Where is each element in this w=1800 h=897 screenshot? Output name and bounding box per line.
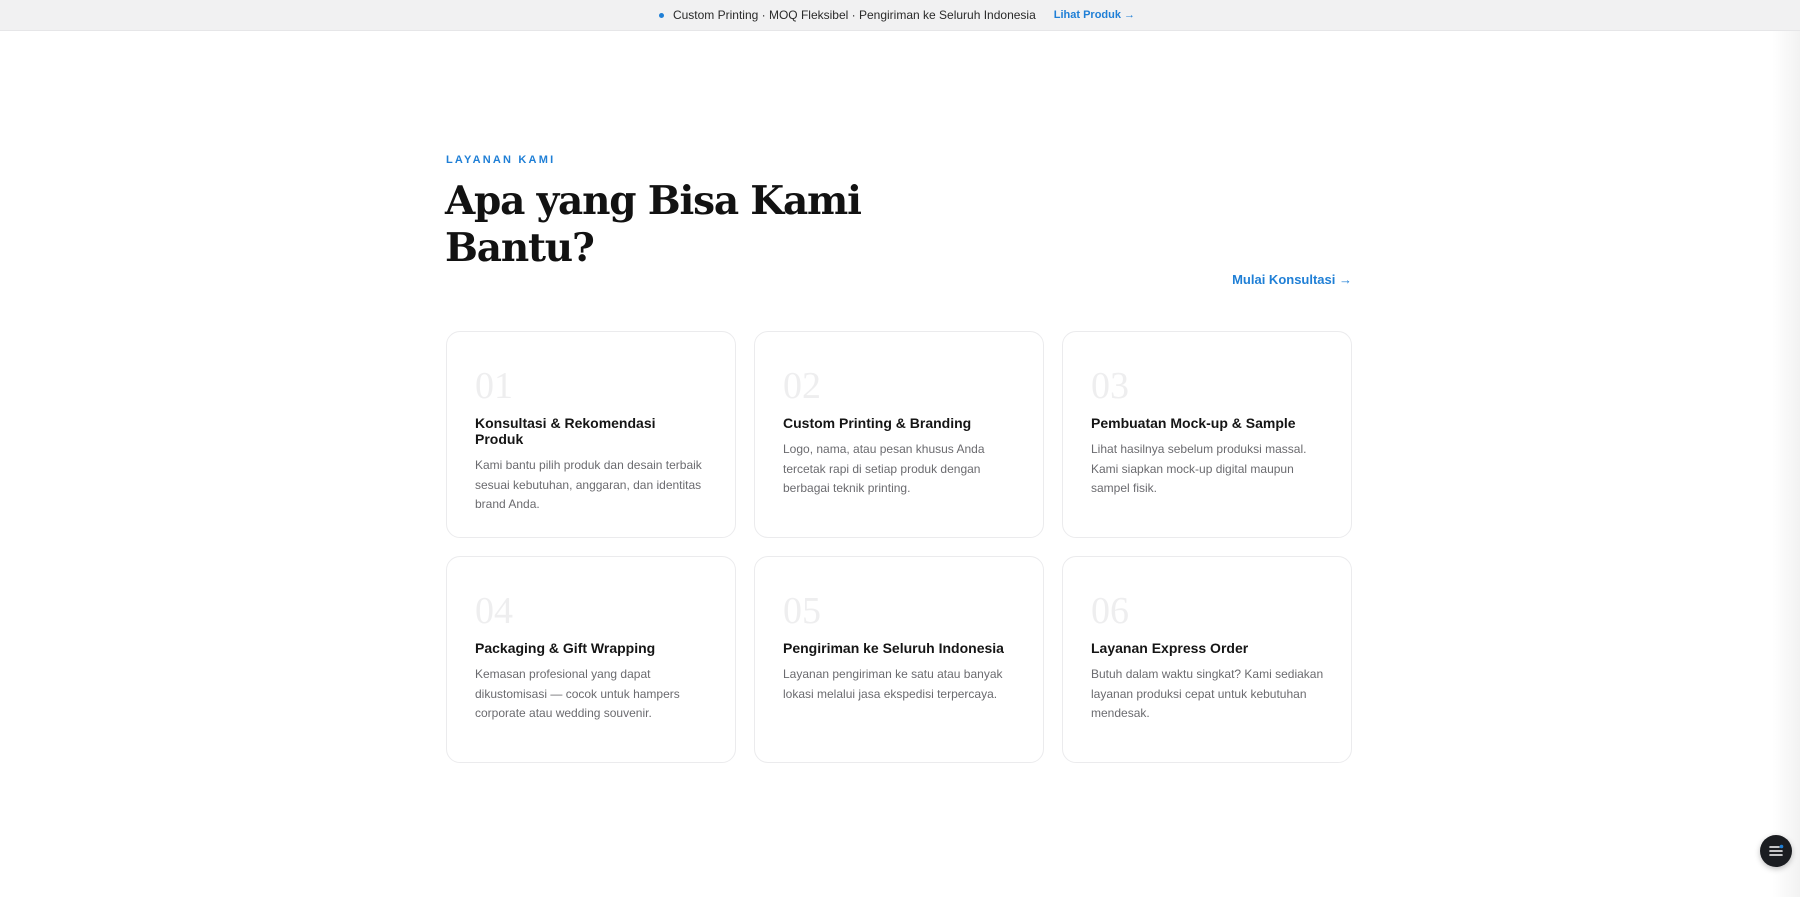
service-number: 06 (1091, 590, 1129, 632)
service-title: Custom Printing & Branding (783, 415, 972, 431)
service-card (1062, 556, 1352, 763)
announcement-bar (0, 0, 1800, 31)
status-dot-icon (659, 13, 664, 18)
service-card (754, 331, 1044, 538)
view-products-link[interactable]: Lihat Produk → (1053, 9, 1136, 21)
scroll-shadow (1772, 31, 1800, 897)
menu-icon (1768, 843, 1784, 859)
service-description: Kami bantu pilih produk dan desain terbaik sesuai kebutuhan, anggaran, dan identitas brand Anda. (475, 458, 702, 511)
service-description: Butuh dalam waktu singkat? Kami sediakan layanan produksi cepat untuk kebutuhan mendesak. (1091, 667, 1324, 720)
service-card (754, 556, 1044, 763)
start-consultation-link[interactable]: Mulai Konsultasi → (1232, 272, 1352, 287)
floating-menu-button[interactable] (1760, 835, 1792, 867)
service-card (446, 331, 736, 538)
announcement-text: Custom Printing · MOQ Fleksibel · Pengiriman ke Seluruh Indonesia (672, 8, 1036, 22)
service-title: Konsultasi & Rekomendasi Produk (475, 415, 656, 447)
service-title: Pembuatan Mock-up & Sample (1091, 415, 1296, 431)
service-title: Packaging & Gift Wrapping (475, 640, 656, 656)
service-number: 04 (475, 590, 513, 632)
service-number: 02 (783, 365, 821, 407)
section-eyebrow: LAYANAN KAMI (446, 154, 556, 166)
service-card (1062, 331, 1352, 538)
service-title: Pengiriman ke Seluruh Indonesia (783, 640, 1004, 656)
service-description: Layanan pengiriman ke satu atau banyak lokasi melalui jasa ekspedisi terpercaya. (783, 667, 1003, 701)
service-description: Lihat hasilnya sebelum produksi massal. Kami siapkan mock-up digital maupun sampel fisik. (1091, 442, 1307, 495)
service-description: Kemasan profesional yang dapat dikustomisasi — cocok untuk hampers corporate atau wedding souvenir. (475, 667, 680, 720)
service-number: 05 (783, 590, 821, 632)
service-card (446, 556, 736, 763)
service-title: Layanan Express Order (1091, 640, 1249, 656)
service-number: 01 (475, 365, 513, 407)
section-title: Apa yang Bisa Kami Bantu? (445, 178, 861, 271)
service-number: 03 (1091, 365, 1129, 407)
service-description: Logo, nama, atau pesan khusus Anda tercetak rapi di setiap produk dengan berbagai teknik printing. (783, 442, 985, 495)
